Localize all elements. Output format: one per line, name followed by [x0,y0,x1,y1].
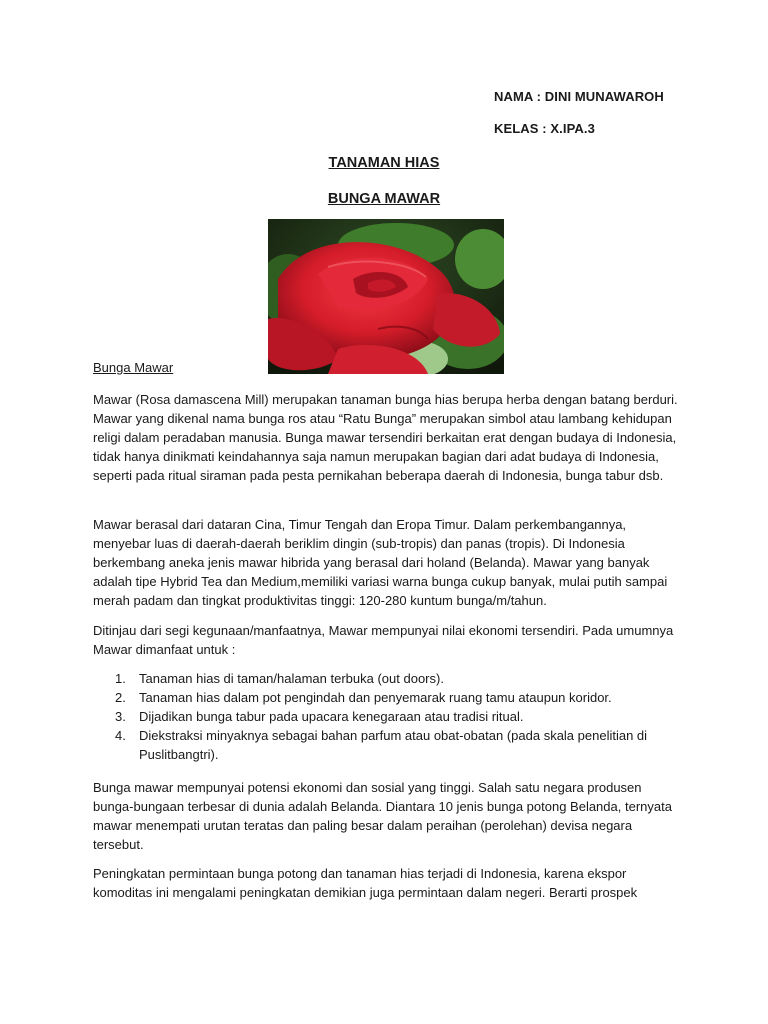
paragraph-2: Mawar berasal dari dataran Cina, Timur Tengah dan Eropa Timur. Dalam perkembangannya, menyebar luas di daerah-daerah beriklim dingin (sub-tropis) dan panas (tropis). Di Indonesia berkembang aneka jenis mawar hibrida yang berasal dari holand (Belanda). Mawar yang banyak adalah tipe Hybrid Tea dan Medium,memiliki variasi warna bunga cukup banyak, mulai putih sampai merah padam dan tingkat produktivitas tinggi: 120-280 kuntum bunga/m/tahun. [93,517,668,608]
paragraph-1: Mawar (Rosa damascena Mill) merupakan tanaman bunga hias berupa herba dengan batang berduri. Mawar yang dikenal nama bunga ros atau “Ratu Bunga” merupakan simbol atau lambang kehidupan religi dalam peradaban manusia. Bunga mawar tersendiri berkaitan erat dengan budaya di Indonesia, tidak hanya dinikmati keindahannya saja namun merupakan bagian dari adat budaya di Indonesia, seperti pada ritual siraman pada pesta pernikahan beberapa daerah di Indonesia, bunga tabur dsb. [93,392,678,483]
list-item-text: Tanaman hias dalam pot pengindah dan penyemarak ruang tamu ataupun koridor. [139,690,612,705]
document-subtitle: BUNGA MAWAR [327,191,441,207]
student-class: KELAS : X.IPA.3 [494,121,595,136]
list-item-number: 2. [115,690,126,705]
list-item-text: Tanaman hias di taman/halaman terbuka (out doors). [139,671,444,686]
paragraph-5: Peningkatan permintaan bunga potong dan tanaman hias terjadi di Indonesia, karena ekspor komoditas ini mengalami peningkatan demikian juga permintaan dalam negeri. Berarti prospek [93,866,638,900]
list-item-number: 4. [115,728,126,743]
list-item-text: Diekstraksi minyaknya sebagai bahan parfum atau obat-obatan (pada skala penelitian di Puslitbangtri). [139,728,648,762]
list-item-number: 1. [115,671,126,686]
student-name: NAMA : DINI MUNAWAROH [494,89,664,104]
list-item [93,688,653,707]
list-item [93,707,653,726]
paragraph-3: Ditinjau dari segi kegunaan/manfaatnya, Mawar mempunyai nilai ekonomi tersendiri. Pada umumnya Mawar dimanfaat untuk : [93,623,674,657]
document-title: TANAMAN HIAS [328,155,440,171]
list-item-text: Dijadikan bunga tabur pada upacara kenegaraan atau tradisi ritual. [139,709,524,724]
list-item [93,726,653,764]
section-heading: Bunga Mawar [93,360,174,375]
red-rose-photo [268,219,504,374]
paragraph-4: Bunga mawar mempunyai potensi ekonomi dan sosial yang tinggi. Salah satu negara produsen bunga-bungaan terbesar di dunia adalah Belanda. Diantara 10 jenis bunga potong Belanda, ternyata mawar menempati urutan teratas dan paling besar dalam peraihan (perolehan) devisa negara tersebut. [93,780,672,852]
uses-list [93,669,653,764]
list-item [93,669,653,688]
list-item-number: 3. [115,709,126,724]
